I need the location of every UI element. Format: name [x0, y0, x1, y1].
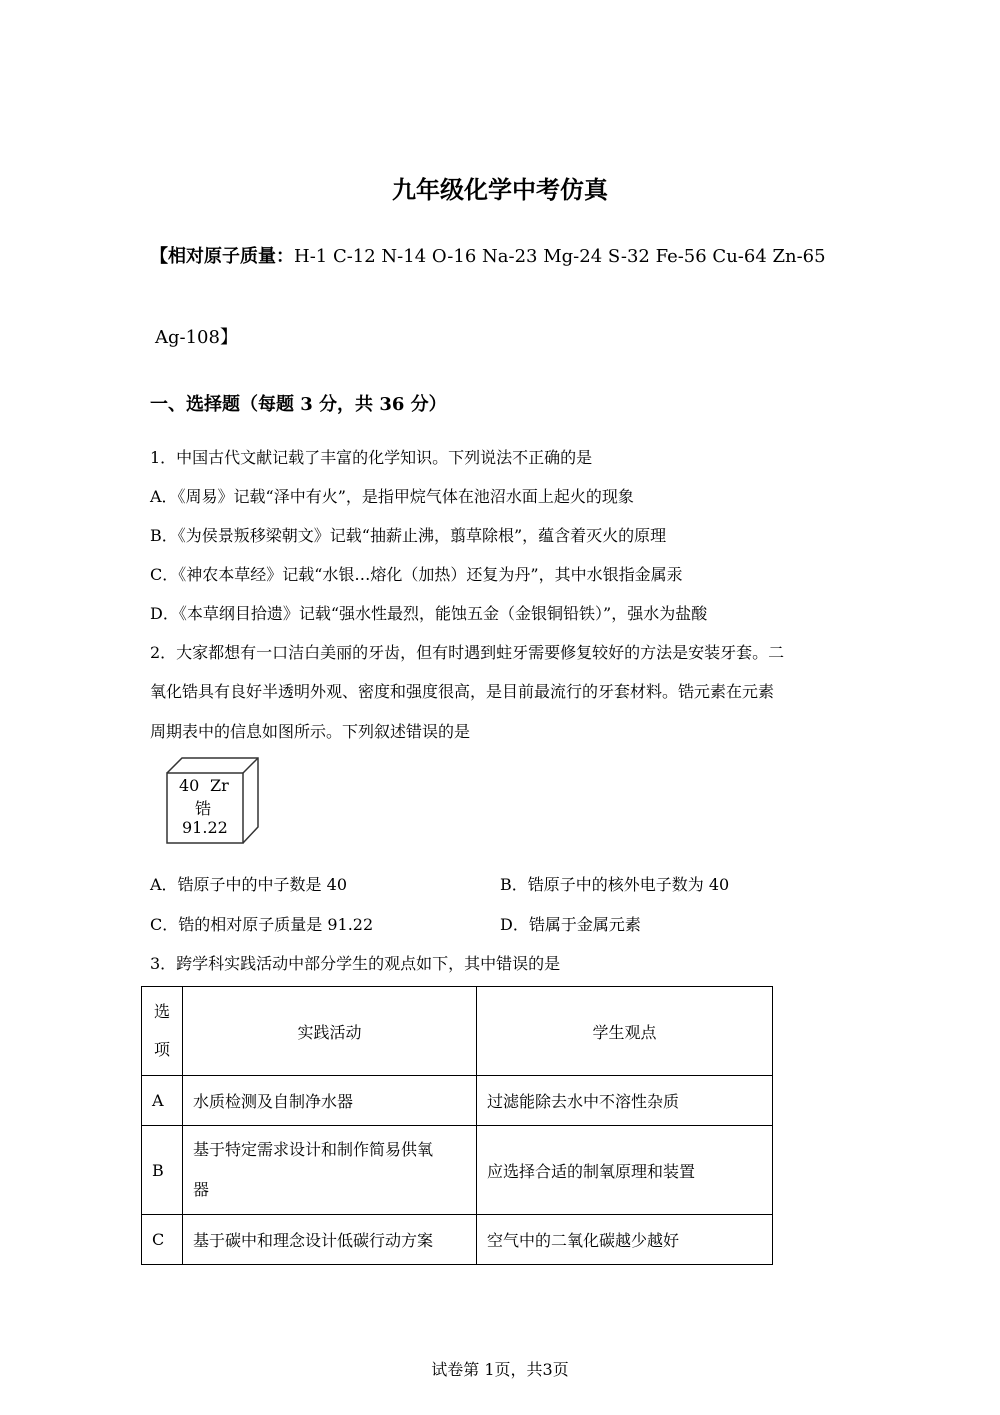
q2-stem-line-1: 2．大家都想有一口洁白美丽的牙齿，但有时遇到蛀牙需要修复较好的方法是安装牙套。二 [150, 643, 785, 662]
atomic-mass-label: 【相对原子质量： [150, 246, 294, 267]
header-view: 学生观点 [477, 987, 773, 1076]
q1-option-a: A．《周易》记载“泽中有火”，是指甲烷气体在池沼水面上起火的现象 [150, 487, 634, 506]
atomic-mass-line-2: Ag-108】 [155, 327, 238, 348]
atomic-mass-line [150, 242, 826, 268]
q1-option-b: B．《为侯景叛移梁朝文》记载“抽薪止沸，翦草除根”，蕴含着灭火的原理 [150, 526, 667, 545]
page-title: 九年级化学中考仿真 [392, 175, 608, 204]
q2-option-c: C．锆的相对原子质量是 91.22 [150, 915, 374, 934]
q3-stem: 3．跨学科实践活动中部分学生的观点如下，其中错误的是 [150, 954, 561, 973]
table-header-row [142, 987, 773, 1076]
q2-stem-line-3: 周期表中的信息如图所示。下列叙述错误的是 [150, 722, 471, 741]
element-cell-figure [166, 757, 262, 845]
row-activity-line-2: 器 [193, 1180, 210, 1199]
row-view: 过滤能除去水中不溶性杂质 [477, 1076, 773, 1126]
header-option-line-2: 项 [153, 1040, 170, 1059]
q1-stem: 1．中国古代文献记载了丰富的化学知识。下列说法不正确的是 [150, 448, 593, 467]
row-activity: 基于碳中和理念设计低碳行动方案 [183, 1215, 477, 1265]
page-footer: 试卷第 1页，共3页 [431, 1360, 569, 1379]
header-option [142, 987, 183, 1076]
element-atomic-mass: 91.22 [182, 818, 228, 837]
header-option-line-1: 选 [153, 1002, 170, 1021]
atomic-mass-values: H-1 C-12 N-14 O-16 Na-23 Mg-24 S-32 Fe-56 Cu-64 Zn-65 [294, 246, 826, 267]
q2-option-d: D．锆属于金属元素 [500, 915, 641, 934]
row-activity-line-1: 基于特定需求设计和制作简易供氧 [193, 1140, 434, 1159]
row-view: 空气中的二氧化碳越少越好 [477, 1215, 773, 1265]
row-option: A [142, 1076, 183, 1126]
section-heading: 一、选择题（每题 3 分，共 36 分） [150, 394, 447, 415]
table-row [142, 1215, 773, 1265]
row-activity [183, 1126, 477, 1215]
row-activity: 水质检测及自制净水器 [183, 1076, 477, 1126]
header-activity: 实践活动 [183, 987, 477, 1076]
q1-option-d: D．《本草纲目拾遗》记载“强水性最烈，能蚀五金（金银铜铅铁）”，强水为盐酸 [150, 604, 708, 623]
q1-option-c: C．《神农本草经》记载“水银…熔化（加热）还复为丹”，其中水银指金属汞 [150, 565, 683, 584]
q3-table [141, 986, 773, 1265]
element-name: 锆 [195, 799, 212, 818]
element-atomic-number: 40 [179, 776, 200, 795]
row-view: 应选择合适的制氧原理和装置 [477, 1126, 773, 1215]
row-option: C [142, 1215, 183, 1265]
q2-stem-line-2: 氧化锆具有良好半透明外观、密度和强度很高，是目前最流行的牙套材料。锆元素在元素 [150, 682, 775, 701]
q2-option-b: B．锆原子中的核外电子数为 40 [500, 875, 730, 894]
table-row [142, 1076, 773, 1126]
table-row [142, 1126, 773, 1215]
element-symbol: Zr [210, 776, 229, 795]
q2-option-a: A．锆原子中的中子数是 40 [150, 875, 348, 894]
row-option: B [142, 1126, 183, 1215]
